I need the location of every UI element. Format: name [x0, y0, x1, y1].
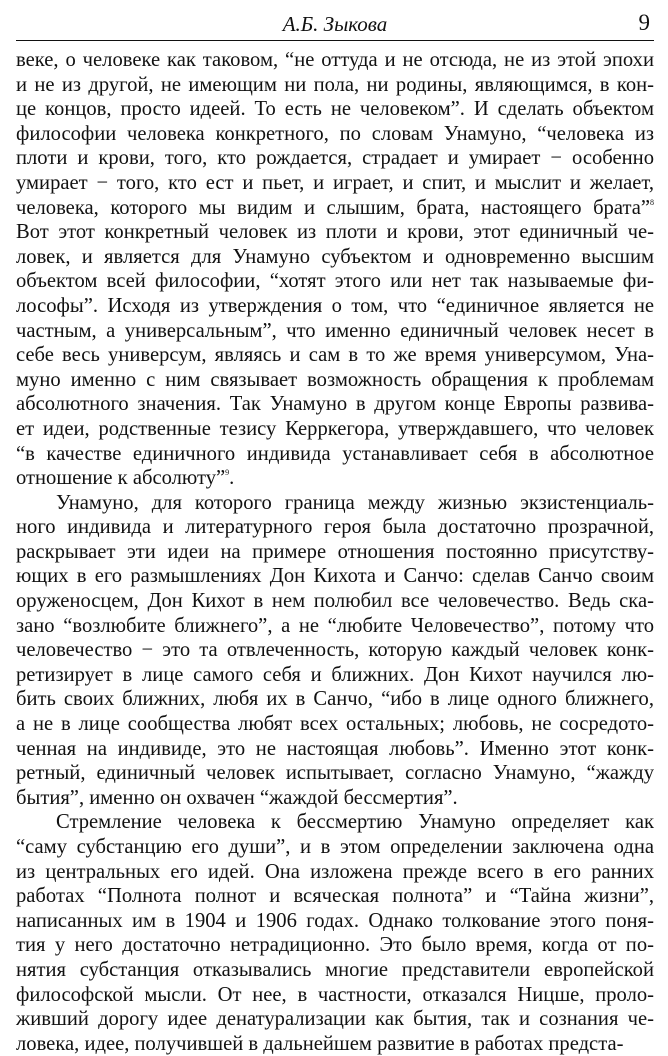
- line-text: муно именно с ним связывает возможность обращения к проблемам: [16, 368, 654, 391]
- footnote-marker: 9: [225, 468, 230, 478]
- line-text: умирает − того, кто ест и пьет, и играет, и спит, и мыслит и желает,: [16, 171, 654, 194]
- text-line: [16, 564, 654, 589]
- line-text: тия у него достаточно нетрадиционно. Это было время, когда от по-: [16, 934, 654, 957]
- text-line: [16, 1007, 654, 1032]
- text-line: [16, 319, 654, 344]
- text-line: [16, 909, 654, 934]
- text-line: [16, 638, 654, 663]
- line-text: человечество − это та отвлеченность, которую каждый человек конк-: [16, 639, 654, 662]
- text-line: [16, 884, 654, 909]
- text-line: [16, 343, 654, 368]
- line-text: бить своих ближних, любя их в Санчо, “ибо в лице одного ближнего,: [16, 688, 654, 711]
- line-text: ющих в его размышлениях Дон Кихота и Санчо: сделав Санчо своим: [16, 565, 654, 588]
- line-text: абсолютного значения. Так Унамуно в другом конце Европы развива-: [16, 393, 654, 416]
- text-line: [16, 97, 654, 122]
- line-text: написанных им в 1904 и 1906 годах. Однако толкование этого поня-: [16, 909, 654, 932]
- text-line: [16, 491, 654, 516]
- line-text: философской мысли. От нее, в частности, отказался Ницше, проло-: [16, 983, 654, 1006]
- text-line: [16, 540, 654, 565]
- text-line: [16, 860, 654, 885]
- text-line: [16, 958, 654, 983]
- text-line: [16, 442, 654, 467]
- paragraph: [16, 810, 654, 1056]
- text-line: [16, 220, 654, 245]
- text-line: [16, 983, 654, 1008]
- line-trailing-punctuation: .: [229, 467, 235, 490]
- paragraph: [16, 48, 654, 491]
- paragraph: [16, 491, 654, 811]
- line-text: работах “Полнота полнот и всяческая полнота” и “Тайна жизни”,: [16, 885, 654, 908]
- line-text: объектом всей философии, “хотят этого или нет так называемые фи-: [16, 270, 654, 293]
- line-text: Стремление человека к бессмертию Унамуно определяет как: [56, 811, 654, 834]
- text-line: [16, 933, 654, 958]
- line-text: живший дорогу идее денатурализации как бытия, так и сознания че-: [16, 1008, 654, 1031]
- line-text: ловек, и является для Унамуно субъектом и одновременно высшим: [16, 245, 654, 268]
- line-text: ченная на индивиде, это не настоящая любовь”. Именно этот конк-: [16, 737, 654, 760]
- line-text: оруженосцем, Дон Кихот в нем полюбил все человечество. Ведь ска-: [16, 590, 654, 613]
- text-line: [16, 245, 654, 270]
- text-line: [16, 368, 654, 393]
- body-text: [16, 48, 654, 1056]
- text-line: [16, 663, 654, 688]
- text-line: [16, 810, 654, 835]
- text-line: [16, 466, 654, 491]
- text-line: [16, 515, 654, 540]
- text-line: [16, 417, 654, 442]
- line-text: ного индивида и литературного героя была достаточно прозрачной,: [16, 516, 654, 539]
- text-line: [16, 761, 654, 786]
- text-line: [16, 687, 654, 712]
- text-line: [16, 269, 654, 294]
- line-text: ет идеи, родственные тезису Керркегора, утверждавшего, что человек: [16, 417, 654, 440]
- line-text: веке, о человеке как таковом, “не оттуда и не отсюда, не из этой эпохи: [16, 49, 654, 71]
- text-line: [16, 589, 654, 614]
- page-header: [16, 8, 654, 41]
- line-text: “саму субстанцию его души”, и в этом определении заключена одна: [16, 836, 654, 858]
- text-line: [16, 73, 654, 98]
- text-line: [16, 392, 654, 417]
- text-line: [16, 786, 654, 811]
- text-line: [16, 835, 654, 860]
- page-number: 9: [638, 10, 650, 35]
- footnote-marker: 8: [650, 197, 654, 207]
- line-text: зано “возлюбите ближнего”, а не “любите Человечество”, потому что: [16, 614, 654, 637]
- line-text: це концов, просто идеей. То есть не человеком”. И сделать объектом: [16, 98, 654, 121]
- text-line: [16, 122, 654, 147]
- line-text: частным, а универсальным”, что именно единичный человек несет в: [16, 319, 654, 342]
- line-text: философии человека конкретного, по словам Унамуно, “человека из: [16, 122, 654, 145]
- text-line: [16, 196, 654, 221]
- line-text: себе весь универсум, являясь и сам в то же время универсумом, Уна-: [16, 344, 654, 367]
- line-text: ретизирует в лице самого себя и ближних. Дон Кихот научился лю-: [16, 663, 654, 686]
- line-text: раскрывает эти идеи на примере отношения постоянно присутству-: [16, 540, 654, 563]
- line-text: отношение к абсолюту”: [16, 467, 226, 490]
- line-text: человека, которого мы видим и слышим, брата, настоящего брата”: [16, 196, 650, 219]
- running-title: А.Б. Зыкова: [282, 12, 388, 36]
- text-line: [16, 146, 654, 171]
- text-line: [16, 294, 654, 319]
- line-text: плоти и крови, того, кто рождается, страдает и умирает − особенно: [16, 147, 654, 170]
- line-text: бытия”, именно он охвачен “жаждой бессмертия”.: [16, 786, 458, 809]
- line-text: ретный, единичный человек испытывает, согласно Унамуно, “жажду: [16, 762, 654, 785]
- text-line: [16, 171, 654, 196]
- line-text: ловека, идее, получившей в дальнейшем развитие в работах предста-: [16, 1032, 624, 1055]
- line-text: и не из другой, не имеющим ни пола, ни родины, являющимся, в кон-: [16, 73, 654, 96]
- line-text: лософы”. Исходя из утверждения о том, что “единичное является не: [16, 294, 654, 317]
- text-line: [16, 1032, 654, 1056]
- text-line: [16, 737, 654, 762]
- line-text: “в качестве единичного индивида устанавливает себя в абсолютное: [16, 442, 654, 465]
- line-text: а не в лице сообщества любят всех остальных; любовь, не сосредото-: [16, 713, 654, 736]
- line-text: Унамуно, для которого граница между жизнью экзистенциаль-: [56, 491, 654, 514]
- line-text: из центральных его идей. Она изложена прежде всего в его ранних: [16, 860, 654, 883]
- text-line: [16, 48, 654, 73]
- text-line: [16, 614, 654, 639]
- line-text: нятия субстанция отказывались многие представители европейской: [16, 958, 654, 981]
- line-text: Вот этот конкретный человек из плоти и крови, этот единичный че-: [16, 221, 654, 244]
- text-line: [16, 712, 654, 737]
